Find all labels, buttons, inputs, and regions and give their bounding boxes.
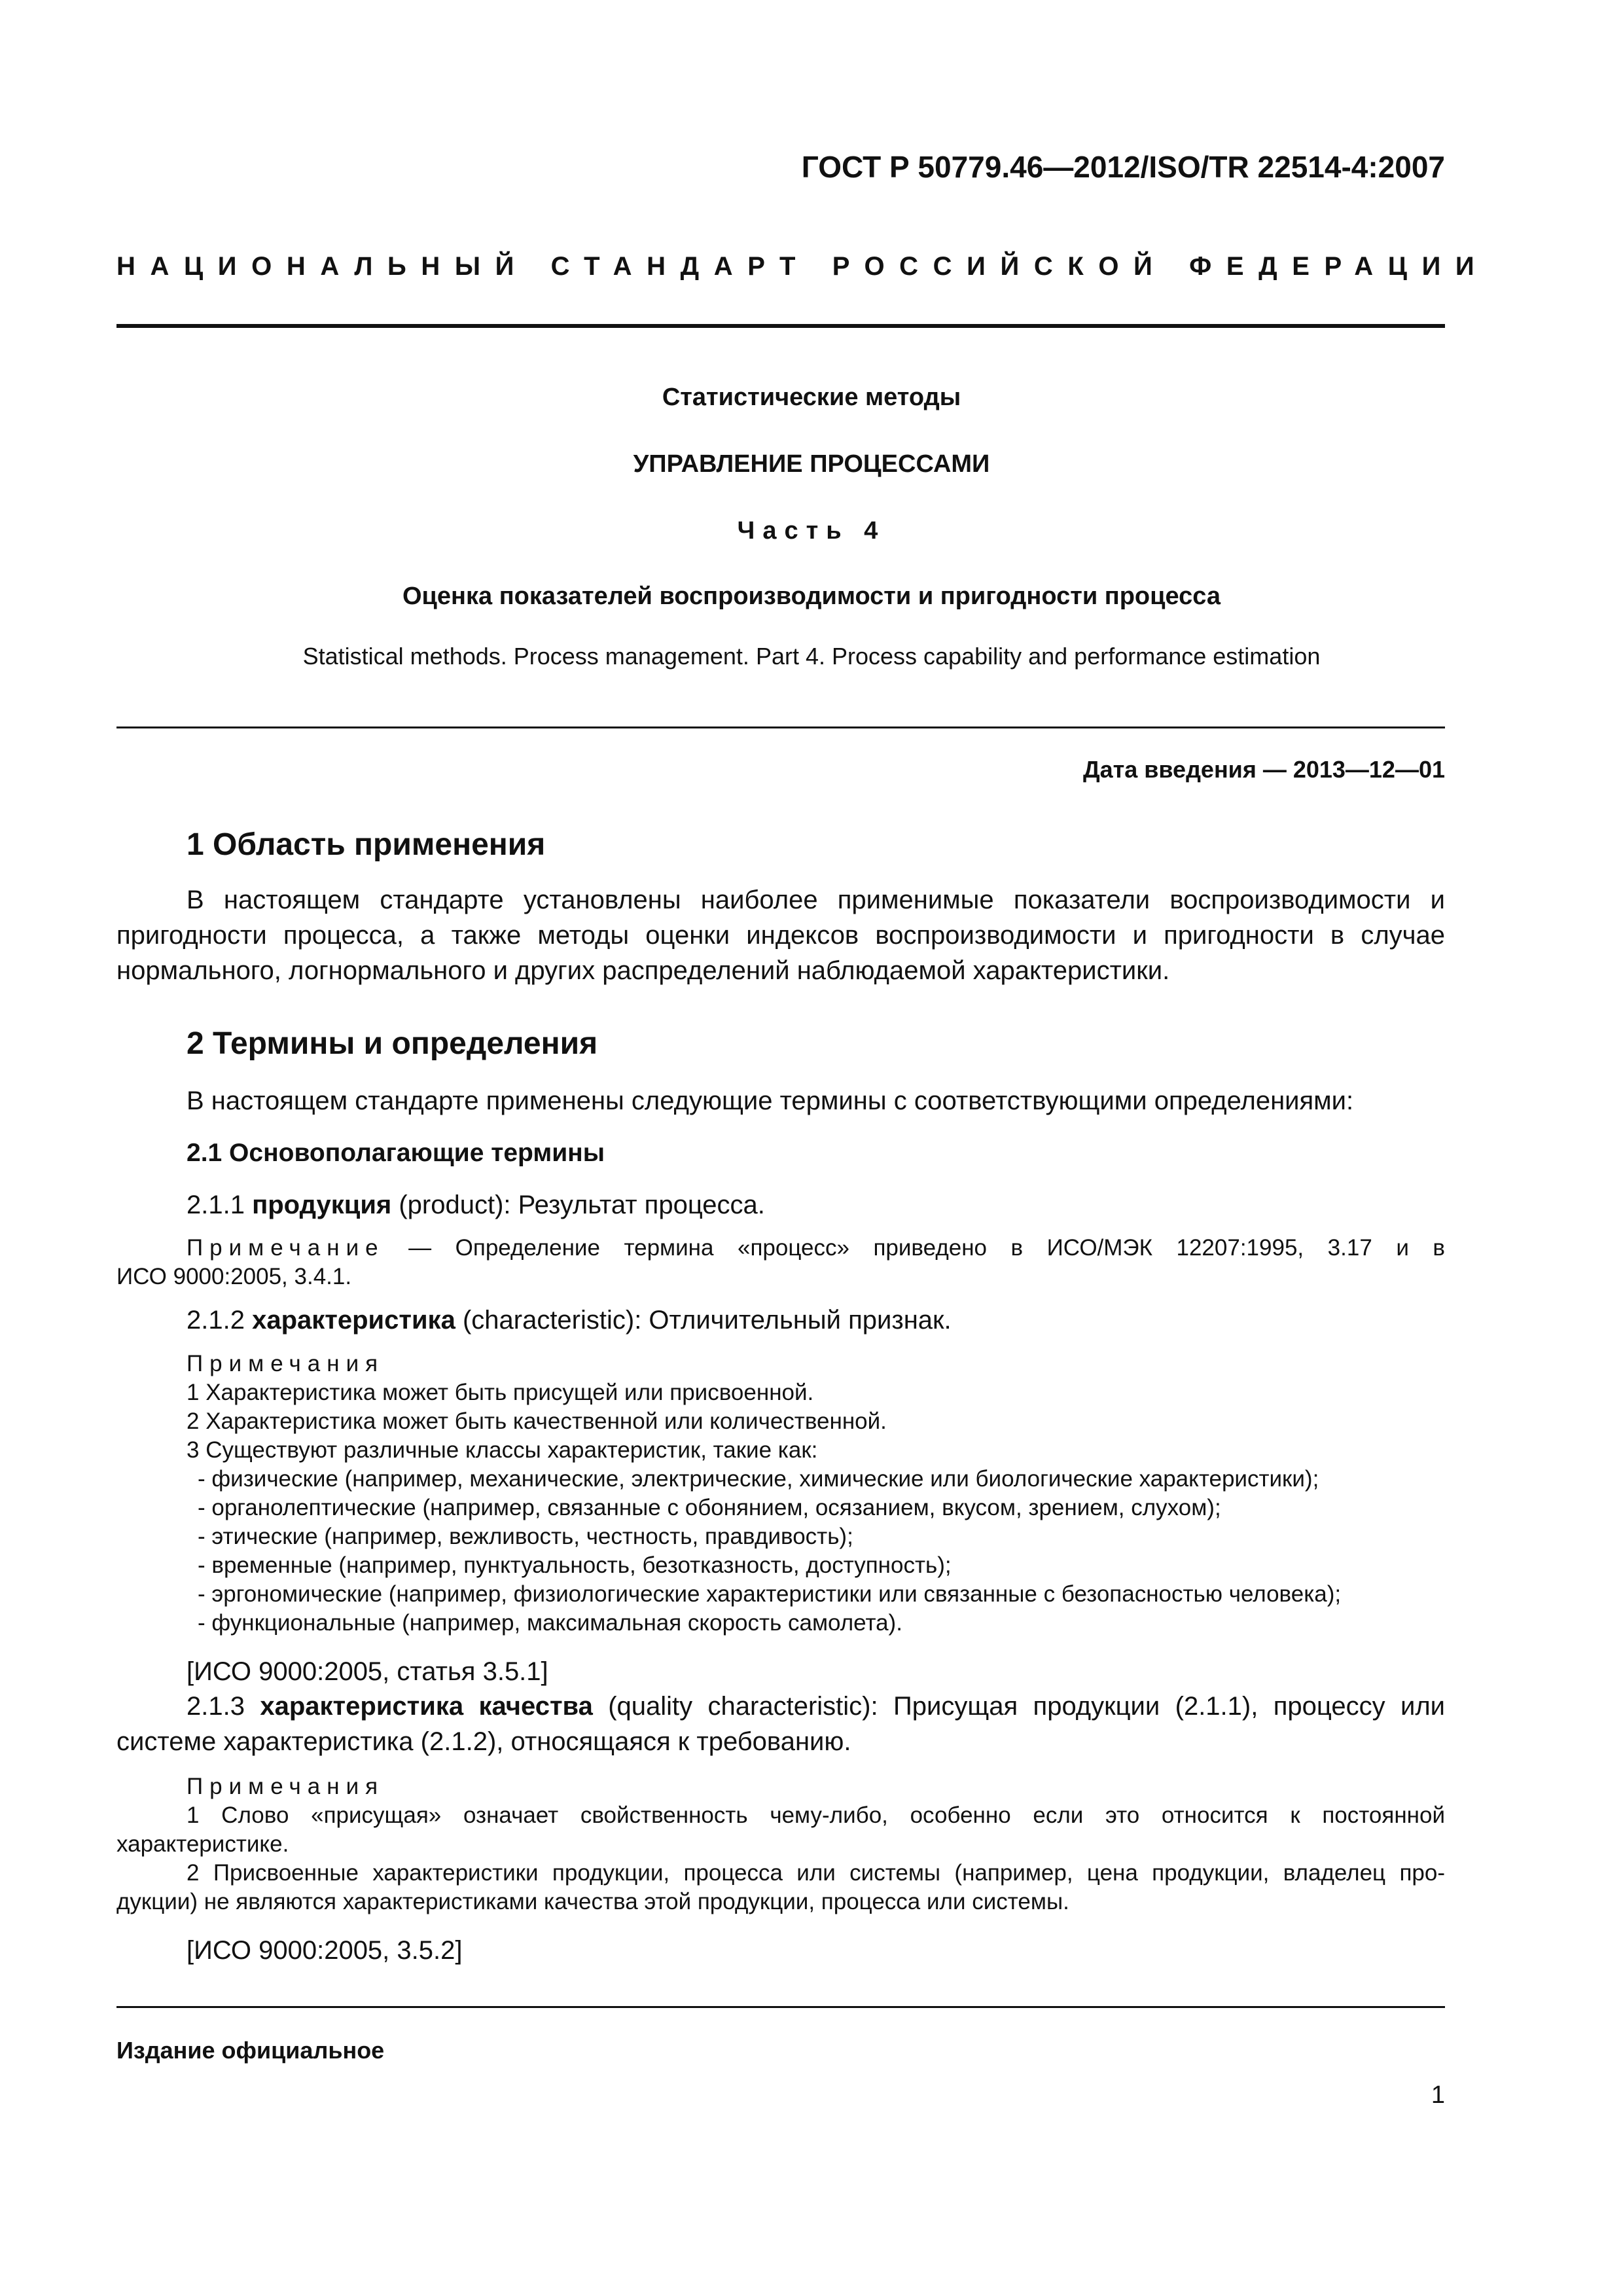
term-2-1-3-definition: (quality characteristic): Присущая продукции (2.1.1), процессу или [592, 1692, 1445, 1721]
note-2-1-1-line-1 [116, 1234, 1445, 1263]
note-2-1-2-bullet: - функциональные (например, максимальная скорость самолета). [198, 1610, 902, 1636]
term-2-1-3-name: характеристика качества [260, 1692, 593, 1721]
reference-2-1-3: [ИСО 9000:2005, 3.5.2] [187, 1936, 463, 1965]
national-standard-banner: НАЦИОНАЛЬНЫЙ СТАНДАРТ РОССИЙСКОЙ ФЕДЕРАЦИИ [116, 252, 1489, 281]
term-2-1-2-number: 2.1.2 [187, 1306, 253, 1335]
section-1-line-3: нормального, логнормального и других распределений наблюдаемой характеристики. [116, 956, 1170, 985]
note-2-1-2-item: 2 Характеристика может быть качественной или количественной. [187, 1408, 887, 1434]
term-2-1-1-name: продукция [252, 1191, 392, 1219]
note-2-1-3-1-line-2: характеристике. [116, 1831, 289, 1857]
introduction-date: Дата введения — 2013—12—01 [1082, 756, 1445, 783]
notes-2-1-2-label: Примечания [187, 1351, 385, 1376]
title-rule [116, 726, 1445, 728]
note-2-1-3-1-line-1: 1 Слово «присущая» означает свойственность чему-либо, особенно если это относится к постоянной [187, 1803, 1445, 1828]
section-1-line-2: пригодности процесса, а также методы оценки индексов воспроизводимости и пригодности в случае [116, 921, 1445, 950]
document-code: ГОСТ Р 50779.46—2012/ISO/TR 22514-4:2007 [801, 150, 1445, 184]
note-2-1-3-2-line-1: 2 Присвоенные характеристики продукции, процесса или системы (например, цена продукции, владелец про- [187, 1860, 1445, 1886]
note-2-1-1-label: Примечание [187, 1235, 385, 1261]
term-2-1-3-line-1 [116, 1689, 1445, 1724]
title-part: Часть 4 [737, 517, 886, 545]
note-2-1-2-bullet: - органолептические (например, связанные с обонянием, осязанием, вкусом, зрением, слухом); [198, 1495, 1221, 1520]
page-number: 1 [1431, 2081, 1445, 2109]
header-rule [116, 324, 1445, 328]
subsection-2-1-heading: 2.1 Основополагающие термины [187, 1139, 605, 1167]
term-2-1-2-name: характеристика [252, 1306, 455, 1335]
section-2-heading: 2 Термины и определения [187, 1026, 598, 1061]
title-english: Statistical methods. Process management. Part 4. Process capability and performance estimation [302, 643, 1321, 670]
footer-rule [116, 2006, 1445, 2008]
note-2-1-2-bullet: - этические (например, вежливость, честность, правдивость); [198, 1524, 853, 1549]
title-line-2: УПРАВЛЕНИЕ ПРОЦЕССАМИ [633, 450, 990, 478]
note-2-1-1-text: — Определение термина «процесс» приведено в ИСО/МЭК 12207:1995, 3.17 и в [384, 1235, 1445, 1261]
section-1-line-1: В настоящем стандарте установлены наиболее применимые показатели воспроизводимости и [187, 886, 1445, 914]
reference-2-1-2: [ИСО 9000:2005, статья 3.5.1] [187, 1657, 548, 1686]
note-2-1-1-line-2: ИСО 9000:2005, 3.4.1. [116, 1264, 352, 1289]
official-edition-label: Издание официальное [116, 2037, 385, 2064]
title-line-4: Оценка показателей воспроизводимости и пригодности процесса [402, 583, 1221, 610]
note-2-1-2-bullet: - эргономические (например, физиологические характеристики или связанные с безопасностью человека); [198, 1581, 1342, 1607]
term-2-1-3-line-2: системе характеристика (2.1.2), относящаяся к требованию. [116, 1727, 851, 1756]
note-2-1-3-2-line-2: дукции) не являются характеристиками качества этой продукции, процесса или системы. [116, 1889, 1069, 1914]
section-2-intro: В настоящем стандарте применены следующие термины с соответствующими определениями: [187, 1086, 1354, 1115]
term-2-1-1-definition: (product): Результат процесса. [391, 1191, 765, 1219]
note-2-1-2-bullet: - временные (например, пунктуальность, безотказность, доступность); [198, 1552, 952, 1578]
term-2-1-1-number: 2.1.1 [187, 1191, 253, 1219]
term-2-1-2 [187, 1302, 952, 1338]
notes-2-1-3-label: Примечания [187, 1774, 385, 1799]
title-line-1: Статистические методы [662, 384, 961, 411]
term-2-1-3-number: 2.1.3 [187, 1692, 260, 1721]
note-2-1-2-item: 1 Характеристика может быть присущей или присвоенной. [187, 1380, 814, 1405]
section-1-heading: 1 Область применения [187, 827, 546, 862]
term-2-1-2-definition: (characteristic): Отличительный признак. [455, 1306, 952, 1335]
term-2-1-1 [187, 1187, 765, 1223]
note-2-1-2-bullet: - физические (например, механические, электрические, химические или биологические характеристики); [198, 1466, 1319, 1492]
note-2-1-2-item: 3 Существуют различные классы характеристик, такие как: [187, 1437, 818, 1463]
